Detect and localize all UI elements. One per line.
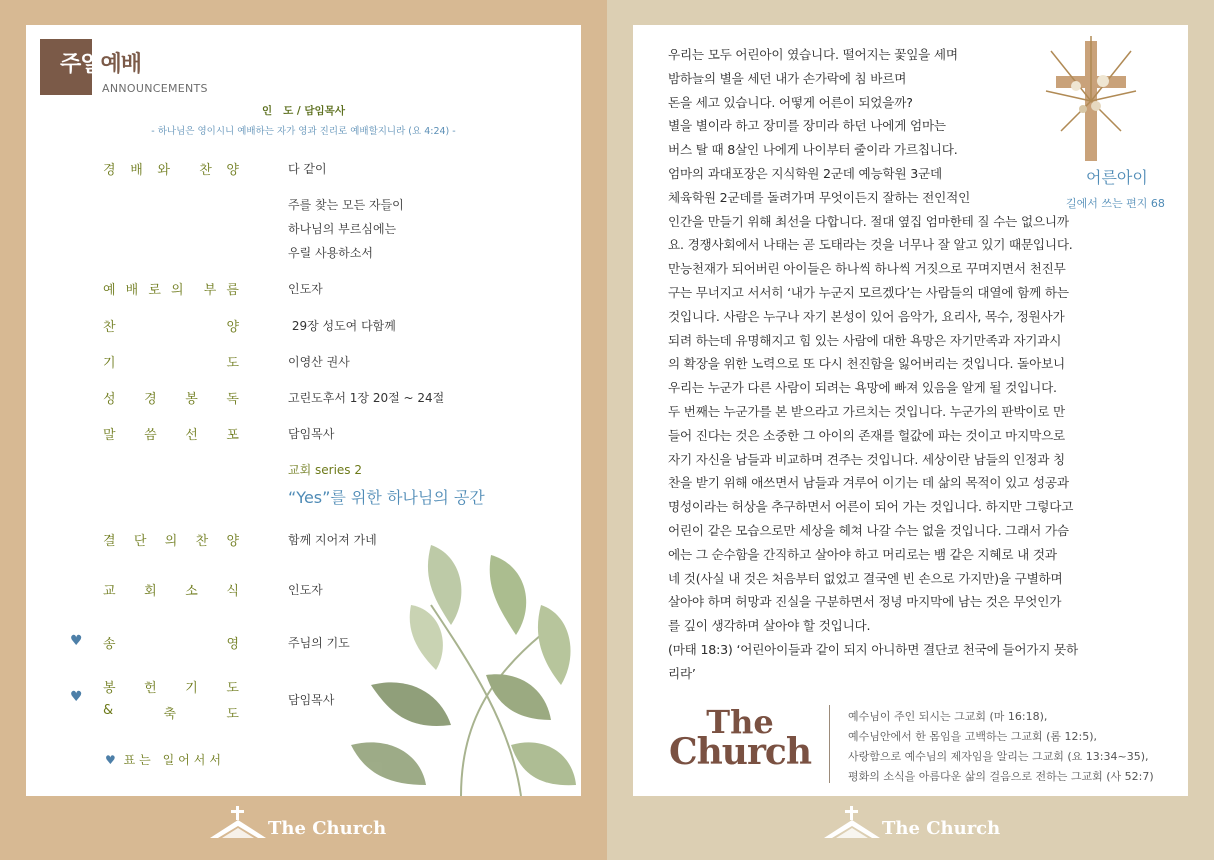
essay-line: (마태 18:3) ‘어린아이들과 같이 되지 아니하면 결단코 천국에 들어가지 못하 [668, 641, 1078, 657]
order-value: 담임목사 [288, 693, 335, 707]
page-subtitle: ANNOUNCEMENTS [102, 82, 208, 95]
order-value: 다 같이 [288, 162, 327, 176]
order-label: 봉 헌 기 도 [103, 681, 239, 696]
order-label: 성 경 봉 독 [103, 392, 239, 407]
lyrics [288, 193, 404, 265]
order-label: 예 배 로 의 부 름 [103, 283, 239, 298]
mission-statement [848, 707, 1154, 787]
order-value: 29장 성도여 다함께 [288, 319, 396, 333]
essay-line: 찬을 받기 위해 애쓰면서 남들과 겨루어 이기는 데 삶의 목적이 있고 성공과 [668, 475, 1069, 491]
essay-line: 의 확장을 위한 노력으로 또 다시 천진함을 잃어버리는 것입니다. 돌아보니 [668, 356, 1065, 372]
heart-icon: ♥ [70, 689, 83, 705]
page-title: 주일예배 [60, 52, 142, 77]
theme-verse: - 하나님은 영이시니 예배하는 자가 영과 진리로 예배할지니라 (요 4:24) - [151, 126, 456, 137]
order-value: 인도자 [288, 282, 323, 296]
essay-line: 를 깊이 생각하며 살아야 할 것입니다. [668, 618, 871, 634]
church-icon [208, 806, 268, 842]
essay-line: 네 것(사실 내 것은 처음부터 없었고 결국엔 빈 손으로 가지만)을 구별하며 [668, 570, 1063, 586]
essay-page [633, 25, 1188, 796]
the-church-logo: The Church [668, 703, 812, 773]
order-value: 주님의 기도 [288, 636, 350, 650]
order-label: 기 도 [103, 356, 239, 371]
lyrics-line: 우릴 사용하소서 [288, 246, 373, 260]
essay-line: 어린이 같은 모습으로만 세상을 헤쳐 나갈 수는 없을 것입니다. 그래서 가슴 [668, 522, 1069, 538]
order-label: 송 영 [103, 637, 239, 652]
mission-line: 예수님이 주인 되시는 그교회 (마 16:18), [848, 710, 1048, 723]
essay-line: 리라’ [668, 665, 696, 681]
lyrics-line: 주를 찾는 모든 자들이 [288, 198, 404, 212]
essay-title: 어른아이 [1086, 168, 1148, 187]
order-label: 결 단 의 찬 양 [103, 534, 239, 549]
essay-line: 밤하늘의 별을 세던 내가 손가락에 침 바르며 [668, 70, 907, 86]
essay-line: 인간을 만들기 위해 최선을 다합니다. 절대 옆집 엄마한테 질 수는 없으니까 [668, 213, 1069, 229]
divider [829, 705, 830, 783]
church-icon [822, 806, 882, 842]
mission-line: 예수님안에서 한 몸임을 고백하는 그교회 (롬 12:5), [848, 730, 1098, 743]
order-value: 고린도후서 1장 20절 ~ 24절 [288, 391, 445, 405]
order-value: 함께 지어져 가네 [288, 533, 377, 547]
essay-line: 두 번째는 누군가를 본 받으라고 가르치는 것입니다. 누군가의 판박이로 만 [668, 403, 1065, 419]
essay-line: 것입니다. 사람은 누구나 자기 본성이 있어 음악가, 요리사, 목수, 정원사가 [668, 308, 1065, 324]
essay-line: 우리는 모두 어린아이 였습니다. 떨어지는 꽃잎을 세며 [668, 47, 958, 62]
mission-line: 평화의 소식을 아름다운 삶의 걸음으로 전하는 그교회 (사 52:7) [848, 770, 1154, 783]
announcements-page [26, 25, 581, 796]
essay-line: 살아야 하며 허망과 진실을 구분하면서 정녕 마지막에 남는 것은 무엇인가 [668, 594, 1062, 610]
essay-line: 요. 경쟁사회에서 나태는 곧 도태라는 것을 너무나 잘 알고 있기 때문입니다. [668, 237, 1073, 253]
order-label: 교 회 소 식 [103, 584, 239, 599]
heart-icon: ♥ [105, 753, 116, 767]
essay-line: 체육학원 2군데를 돌려가며 무엇이든지 잘하는 전인적인 [668, 189, 971, 205]
heart-icon: ♥ [70, 633, 83, 649]
order-label: & 축 도 [103, 703, 239, 722]
order-value: 인도자 [288, 583, 323, 597]
leader-line: 인 도 / 담임목사 [262, 105, 345, 117]
order-label: 경 배 와 찬 양 [103, 163, 239, 178]
essay-line: 들어 진다는 것은 소중한 그 아이의 존재를 헐값에 파는 것이고 마지막으로 [668, 427, 1065, 443]
mission-line: 사랑함으로 예수님의 제자임을 알리는 그교회 (요 13:34~35), [848, 750, 1149, 763]
essay-line: 구는 무너지고 서서히 ‘내가 누군지 모르겠다’는 사람들의 대열에 함께 하는 [668, 284, 1069, 300]
essay-line: 되려 하는데 유명해지고 힘 있는 사람에 대한 욕망은 자기만족과 자기과시 [668, 332, 1062, 348]
stand-note: ♥ 표는 일어서서 [105, 753, 225, 767]
essay-line: 명성이라는 허상을 추구하면서 어른이 되어 가는 것입니다. 하지만 그렇다고 [668, 499, 1074, 515]
essay-line: 만능천재가 되어버린 아이들은 하나씩 하나씩 거짓으로 꾸며지면서 천진무 [668, 261, 1066, 277]
sermon-series: 교회 series 2 [288, 463, 362, 477]
essay-line: 엄마의 과대포장은 지식학원 2군데 예능학원 3군데 [668, 165, 942, 181]
essay-line: 우리는 누군가 다른 사람이 되려는 욕망에 빠져 있음을 알게 될 것입니다. [668, 380, 1057, 396]
order-label: 찬 양 [103, 320, 239, 335]
order-value: 이영산 권사 [288, 355, 350, 369]
essay-line: 버스 탈 때 8살인 나에게 나이부터 줄이라 가르칩니다. [668, 142, 958, 158]
sermon-title: “Yes”를 위한 하나님의 공간 [288, 488, 485, 507]
essay-source: 길에서 쓰는 편지 68 [1066, 197, 1165, 210]
order-label: 말 씀 선 포 [103, 428, 239, 443]
essay-line: 자기 자신을 남들과 비교하며 견주는 것입니다. 세상이란 남들의 인정과 칭 [668, 451, 1065, 467]
essay-line: 에는 그 순수함을 간직하고 살아야 하고 머리로는 뱀 같은 지혜로 내 것과 [668, 546, 1057, 562]
order-value: 담임목사 [288, 427, 335, 441]
essay-line: 돈을 세고 있습니다. 어떻게 어른이 되었을까? [668, 94, 913, 110]
lyrics-line: 하나님의 부르심에는 [288, 222, 397, 236]
essay-line: 별을 별이라 하고 장미를 장미라 하던 나에게 엄마는 [668, 118, 946, 134]
essay-body [668, 43, 1168, 686]
